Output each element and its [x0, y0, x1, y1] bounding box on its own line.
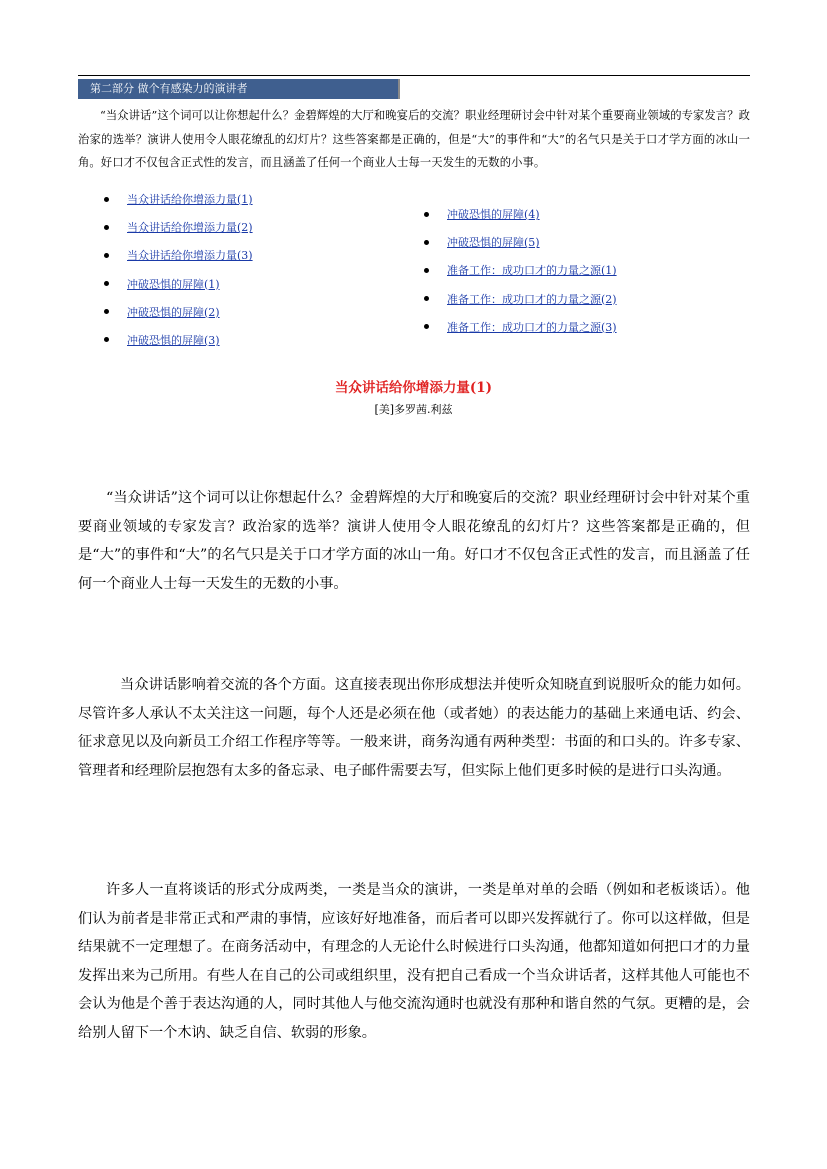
toc-link[interactable]: 冲破恐惧的屏障(1): [127, 277, 220, 291]
article-paragraph: “当众讲话”这个词可以让你想起什么？金碧辉煌的大厅和晚宴后的交流？职业经理研讨会中针对某个重要商业领域的专家发言？政治家的选举？演讲人使用令人眼花缭乱的幻灯片？这些答案都是正确的，但是“大”的事件和“大”的名气只是关于口才学方面的冰山一角。好口才不仅包含正式性的发言，而且涵盖了任何一个商业人士每一天发生的无数的小事。: [78, 490, 750, 592]
section-header: 第二部分 做个有感染力的演讲者: [78, 79, 400, 99]
toc-item: [424, 318, 617, 346]
toc-item: [104, 218, 253, 246]
toc-item: [104, 190, 253, 218]
bullet-icon: [104, 281, 109, 286]
bullet-icon: [424, 240, 429, 245]
toc-item: [104, 303, 253, 331]
article-paragraph: 当众讲话影响着交流的各个方面。这直接表现出你形成想法并使听众知晓直到说服听众的能力如何。尽管许多人承认不太关注这一问题，每个人还是必须在他（或者她）的表达能力的基础上来通电话、约会、征求意见以及向新员工介绍工作程序等等。一般来讲，商务沟通有两种类型：书面的和口头的。许多专家、管理者和经理阶层抱怨有太多的备忘录、电子邮件需要去写，但实际上他们更多时候的是进行口头沟通。: [78, 677, 750, 779]
bullet-icon: [104, 253, 109, 258]
toc-link[interactable]: 冲破恐惧的屏障(4): [447, 208, 540, 221]
toc-item: [424, 205, 617, 233]
bullet-icon: [424, 296, 429, 301]
toc-link[interactable]: 当众讲话给你增添力量(2): [127, 221, 253, 235]
toc-link[interactable]: 冲破恐惧的屏障(5): [447, 236, 540, 250]
toc-link[interactable]: 冲破恐惧的屏障(3): [127, 333, 220, 347]
bullet-icon: [104, 197, 109, 202]
toc-link[interactable]: 准备工作：成功口才的力量之源(1): [447, 264, 617, 278]
top-rule: [78, 75, 750, 76]
toc-item: [424, 233, 617, 261]
bullet-icon: [424, 212, 429, 217]
toc-item: [104, 246, 253, 274]
bullet-icon: [424, 324, 429, 329]
bullet-icon: [104, 225, 109, 230]
toc-right-column: [424, 205, 617, 346]
toc-link[interactable]: 准备工作：成功口才的力量之源(2): [447, 292, 617, 306]
bullet-icon: [104, 309, 109, 314]
article-byline: [美]多罗茜.利兹: [374, 403, 453, 416]
article-title: 当众讲话给你增添力量(1): [334, 380, 493, 396]
toc-link[interactable]: 当众讲话给你增添力量(1): [127, 193, 253, 206]
article-paragraph: 许多人一直将谈话的形式分成两类，一类是当众的演讲，一类是单对单的会晤（例如和老板谈话）。他们认为前者是非常正式和严肃的事情，应该好好地准备，而后者可以即兴发挥就行了。你可以这样做，但是结果就不一定理想了。在商务活动中，有理念的人无论什么时候进行口头沟通，他都知道如何把口才的力量发挥出来为己所用。有些人在自己的公司或组织里，没有把自己看成一个当众讲话者，这样其他人可能也不会认为他是个善于表达沟通的人，同时其他人与他交流沟通时也就没有那种和谐自然的气氛。更糟的是，会给别人留下一个木讷、缺乏自信、软弱的形象。: [78, 882, 750, 1041]
toc-item: [104, 275, 253, 303]
toc-item: [424, 290, 617, 318]
toc-item: [424, 261, 617, 289]
toc-link[interactable]: 当众讲话给你增添力量(3): [127, 249, 253, 263]
toc-left-column: [104, 190, 253, 359]
toc-item: [104, 331, 253, 359]
intro-summary: “当众讲话”这个词可以让你想起什么？金碧辉煌的大厅和晚宴后的交流？职业经理研讨会中针对某个重要商业领域的专家发言？政治家的选举？演讲人使用令人眼花缭乱的幻灯片？这些答案都是正确的，但是“大”的事件和“大”的名气只是关于口才学方面的冰山一角。好口才不仅包含正式性的发言，而且涵盖了任何一个商业人士每一天发生的无数的小事。: [78, 109, 750, 169]
bullet-icon: [424, 268, 429, 273]
toc-link[interactable]: 准备工作：成功口才的力量之源(3): [447, 320, 617, 334]
toc-link[interactable]: 冲破恐惧的屏障(2): [127, 305, 220, 319]
bullet-icon: [104, 337, 109, 342]
